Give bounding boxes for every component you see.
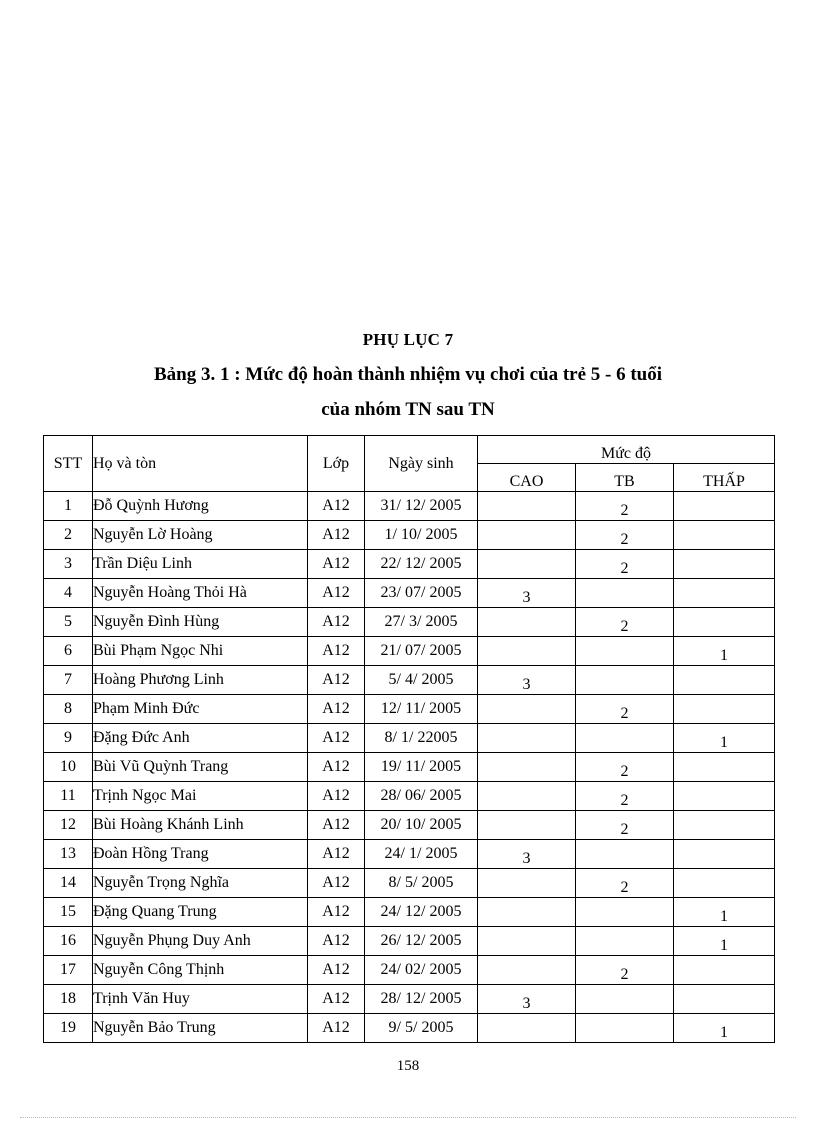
cell-name: Hoàng Phương Linh bbox=[93, 666, 308, 695]
cell-low bbox=[674, 753, 775, 782]
cell-name: Nguyễn Bảo Trung bbox=[93, 1014, 308, 1043]
cell-medium: 2 bbox=[576, 956, 674, 985]
header-dob: Ngày sinh bbox=[365, 436, 478, 492]
table-row bbox=[44, 724, 775, 753]
cell-name: Trần Diệu Linh bbox=[93, 550, 308, 579]
cell-low bbox=[674, 550, 775, 579]
cell-high bbox=[478, 724, 576, 753]
table-row bbox=[44, 927, 775, 956]
cell-high bbox=[478, 521, 576, 550]
cell-class: A12 bbox=[308, 869, 365, 898]
results-table bbox=[43, 435, 775, 1043]
cell-medium bbox=[576, 666, 674, 695]
cell-stt: 14 bbox=[44, 869, 93, 898]
cell-medium: 2 bbox=[576, 492, 674, 521]
table-row bbox=[44, 550, 775, 579]
table-row bbox=[44, 695, 775, 724]
cell-name: Nguyễn Lờ Hoàng bbox=[93, 521, 308, 550]
table-row bbox=[44, 492, 775, 521]
cell-stt: 15 bbox=[44, 898, 93, 927]
cell-class: A12 bbox=[308, 811, 365, 840]
cell-low bbox=[674, 811, 775, 840]
cell-medium bbox=[576, 985, 674, 1014]
table-body bbox=[44, 492, 775, 1043]
cell-dob: 9/ 5/ 2005 bbox=[365, 1014, 478, 1043]
cell-low bbox=[674, 985, 775, 1014]
cell-stt: 4 bbox=[44, 579, 93, 608]
cell-low bbox=[674, 956, 775, 985]
cell-medium bbox=[576, 927, 674, 956]
cell-stt: 9 bbox=[44, 724, 93, 753]
cell-class: A12 bbox=[308, 753, 365, 782]
cell-class: A12 bbox=[308, 521, 365, 550]
cell-low bbox=[674, 608, 775, 637]
cell-name: Đoàn Hồng Trang bbox=[93, 840, 308, 869]
cell-high bbox=[478, 695, 576, 724]
cell-medium: 2 bbox=[576, 753, 674, 782]
cell-dob: 24/ 12/ 2005 bbox=[365, 898, 478, 927]
page-number: 158 bbox=[396, 1058, 420, 1074]
cell-dob: 27/ 3/ 2005 bbox=[365, 608, 478, 637]
table-row bbox=[44, 840, 775, 869]
table-row bbox=[44, 811, 775, 840]
cell-low: 1 bbox=[674, 927, 775, 956]
cell-low bbox=[674, 579, 775, 608]
cell-low bbox=[674, 492, 775, 521]
cell-class: A12 bbox=[308, 637, 365, 666]
cell-name: Nguyễn Phụng Duy Anh bbox=[93, 927, 308, 956]
header-low: THẤP bbox=[674, 464, 775, 492]
cell-class: A12 bbox=[308, 956, 365, 985]
cell-dob: 31/ 12/ 2005 bbox=[365, 492, 478, 521]
cell-name: Đặng Quang Trung bbox=[93, 898, 308, 927]
cell-class: A12 bbox=[308, 724, 365, 753]
cell-dob: 19/ 11/ 2005 bbox=[365, 753, 478, 782]
table-row bbox=[44, 1014, 775, 1043]
cell-dob: 26/ 12/ 2005 bbox=[365, 927, 478, 956]
cell-dob: 22/ 12/ 2005 bbox=[365, 550, 478, 579]
cell-high bbox=[478, 782, 576, 811]
cell-class: A12 bbox=[308, 666, 365, 695]
cell-stt: 5 bbox=[44, 608, 93, 637]
cell-stt: 19 bbox=[44, 1014, 93, 1043]
cell-class: A12 bbox=[308, 695, 365, 724]
header-high: CAO bbox=[478, 464, 576, 492]
cell-dob: 20/ 10/ 2005 bbox=[365, 811, 478, 840]
cell-class: A12 bbox=[308, 579, 365, 608]
cell-class: A12 bbox=[308, 1014, 365, 1043]
cell-stt: 18 bbox=[44, 985, 93, 1014]
cell-name: Trịnh Ngọc Mai bbox=[93, 782, 308, 811]
table-row bbox=[44, 869, 775, 898]
cell-high bbox=[478, 608, 576, 637]
table-row bbox=[44, 579, 775, 608]
cell-class: A12 bbox=[308, 898, 365, 927]
cell-low: 1 bbox=[674, 1014, 775, 1043]
cell-high bbox=[478, 869, 576, 898]
cell-low bbox=[674, 521, 775, 550]
cell-dob: 5/ 4/ 2005 bbox=[365, 666, 478, 695]
cell-medium bbox=[576, 898, 674, 927]
cell-high: 3 bbox=[478, 666, 576, 695]
table-row bbox=[44, 753, 775, 782]
header-medium: TB bbox=[576, 464, 674, 492]
cell-medium bbox=[576, 637, 674, 666]
cell-low bbox=[674, 869, 775, 898]
cell-name: Nguyễn Hoàng Thỏi Hà bbox=[93, 579, 308, 608]
cell-class: A12 bbox=[308, 492, 365, 521]
cell-high bbox=[478, 753, 576, 782]
cell-stt: 8 bbox=[44, 695, 93, 724]
cell-high bbox=[478, 637, 576, 666]
cell-low: 1 bbox=[674, 898, 775, 927]
header-class: Lớp bbox=[308, 436, 365, 492]
header-stt: STT bbox=[44, 436, 93, 492]
cell-dob: 8/ 1/ 22005 bbox=[365, 724, 478, 753]
cell-name: Bùi Phạm Ngọc Nhi bbox=[93, 637, 308, 666]
table-row bbox=[44, 521, 775, 550]
cell-stt: 7 bbox=[44, 666, 93, 695]
cell-dob: 24/ 1/ 2005 bbox=[365, 840, 478, 869]
table-row bbox=[44, 666, 775, 695]
table-title-line-2: của nhóm TN sau TN bbox=[321, 399, 495, 420]
cell-stt: 2 bbox=[44, 521, 93, 550]
cell-high bbox=[478, 898, 576, 927]
cell-high bbox=[478, 956, 576, 985]
cell-high: 3 bbox=[478, 579, 576, 608]
cell-high bbox=[478, 811, 576, 840]
cell-name: Bùi Vũ Quỳnh Trang bbox=[93, 753, 308, 782]
table-row bbox=[44, 608, 775, 637]
cell-dob: 21/ 07/ 2005 bbox=[365, 637, 478, 666]
cell-name: Bùi Hoàng Khánh Linh bbox=[93, 811, 308, 840]
cell-class: A12 bbox=[308, 550, 365, 579]
cell-low: 1 bbox=[674, 724, 775, 753]
cell-dob: 12/ 11/ 2005 bbox=[365, 695, 478, 724]
table-title-line-1: Bảng 3. 1 : Mức độ hoàn thành nhiệm vụ chơi của trẻ 5 - 6 tuổi bbox=[153, 364, 663, 385]
table-row bbox=[44, 956, 775, 985]
cell-stt: 10 bbox=[44, 753, 93, 782]
table-row bbox=[44, 985, 775, 1014]
cell-low bbox=[674, 666, 775, 695]
appendix-title: PHỤ LỤC 7 bbox=[362, 330, 454, 349]
cell-medium: 2 bbox=[576, 550, 674, 579]
cell-dob: 28/ 06/ 2005 bbox=[365, 782, 478, 811]
cell-medium: 2 bbox=[576, 521, 674, 550]
cell-high bbox=[478, 927, 576, 956]
cell-medium: 2 bbox=[576, 782, 674, 811]
cell-medium: 2 bbox=[576, 608, 674, 637]
header-level: Mức độ bbox=[478, 436, 775, 464]
cell-name: Đặng Đức Anh bbox=[93, 724, 308, 753]
cell-stt: 11 bbox=[44, 782, 93, 811]
cell-dob: 24/ 02/ 2005 bbox=[365, 956, 478, 985]
table-row bbox=[44, 637, 775, 666]
header-name: Họ và tòn bbox=[93, 436, 308, 492]
cell-class: A12 bbox=[308, 782, 365, 811]
cell-name: Phạm Minh Đức bbox=[93, 695, 308, 724]
cell-high bbox=[478, 492, 576, 521]
cell-medium: 2 bbox=[576, 811, 674, 840]
cell-medium bbox=[576, 1014, 674, 1043]
cell-low bbox=[674, 782, 775, 811]
cell-stt: 16 bbox=[44, 927, 93, 956]
cell-stt: 6 bbox=[44, 637, 93, 666]
cell-name: Đỗ Quỳnh Hương bbox=[93, 492, 308, 521]
cell-high: 3 bbox=[478, 985, 576, 1014]
cell-medium: 2 bbox=[576, 695, 674, 724]
cell-high bbox=[478, 550, 576, 579]
cell-dob: 1/ 10/ 2005 bbox=[365, 521, 478, 550]
cell-stt: 3 bbox=[44, 550, 93, 579]
cell-class: A12 bbox=[308, 608, 365, 637]
cell-stt: 13 bbox=[44, 840, 93, 869]
cell-dob: 23/ 07/ 2005 bbox=[365, 579, 478, 608]
cell-medium bbox=[576, 579, 674, 608]
cell-name: Nguyễn Công Thịnh bbox=[93, 956, 308, 985]
cell-high bbox=[478, 1014, 576, 1043]
cell-name: Nguyễn Đình Hùng bbox=[93, 608, 308, 637]
cell-medium bbox=[576, 840, 674, 869]
cell-name: Nguyễn Trọng Nghĩa bbox=[93, 869, 308, 898]
cell-class: A12 bbox=[308, 840, 365, 869]
table-row bbox=[44, 782, 775, 811]
cell-low: 1 bbox=[674, 637, 775, 666]
cell-dob: 28/ 12/ 2005 bbox=[365, 985, 478, 1014]
table-row bbox=[44, 898, 775, 927]
cell-medium bbox=[576, 724, 674, 753]
cell-class: A12 bbox=[308, 985, 365, 1014]
cell-stt: 17 bbox=[44, 956, 93, 985]
cell-high: 3 bbox=[478, 840, 576, 869]
cell-dob: 8/ 5/ 2005 bbox=[365, 869, 478, 898]
cell-class: A12 bbox=[308, 927, 365, 956]
cell-low bbox=[674, 840, 775, 869]
page-divider bbox=[20, 1117, 796, 1118]
cell-name: Trịnh Văn Huy bbox=[93, 985, 308, 1014]
cell-stt: 12 bbox=[44, 811, 93, 840]
cell-medium: 2 bbox=[576, 869, 674, 898]
cell-stt: 1 bbox=[44, 492, 93, 521]
cell-low bbox=[674, 695, 775, 724]
